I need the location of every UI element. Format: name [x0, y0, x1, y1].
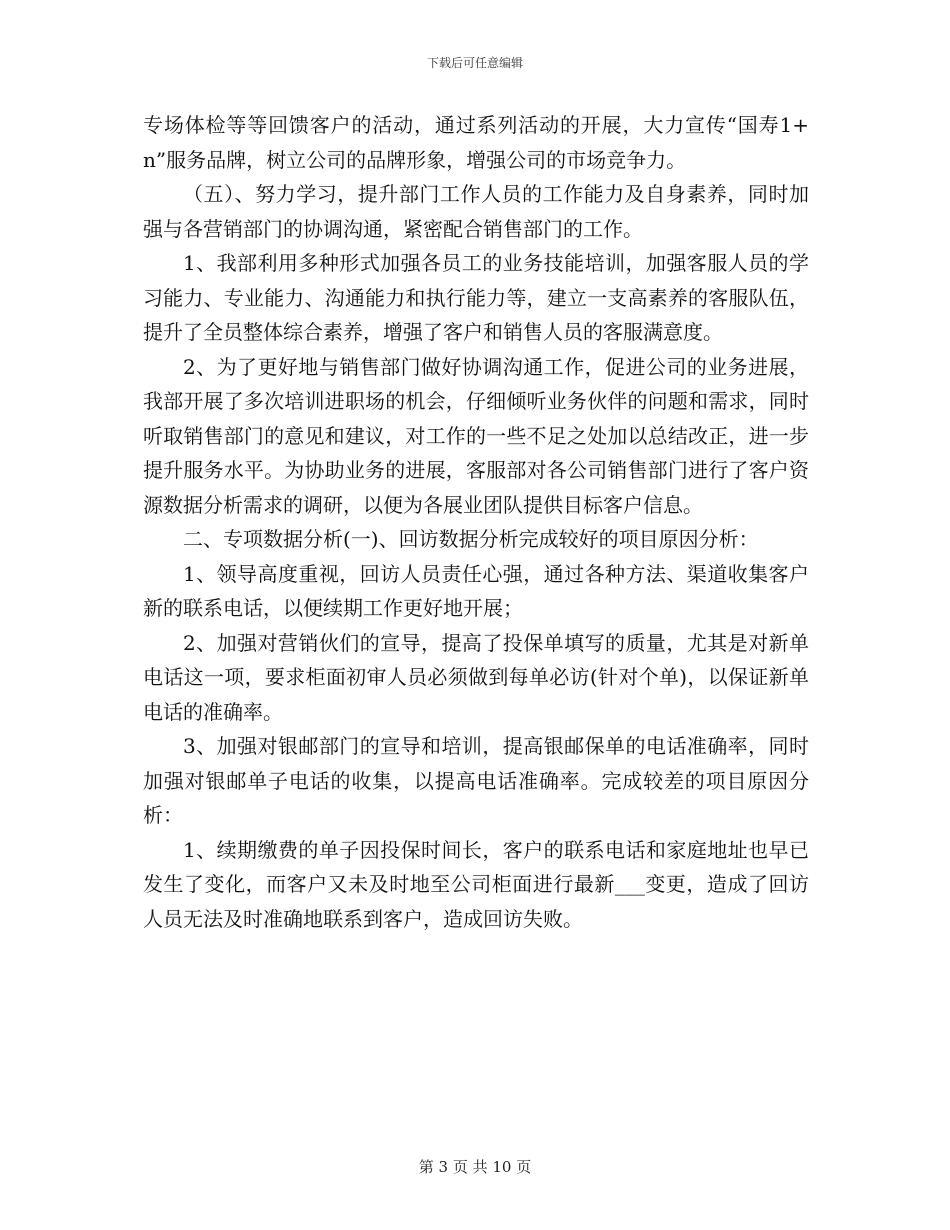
document-body [143, 108, 809, 936]
paragraph: 1、领导高度重视，回访人员责任心强，通过各种方法、渠道收集客户新的联系电话，以便续期工作更好地开展； [143, 561, 809, 620]
paragraph: 1、续期缴费的单子因投保时间长，客户的联系电话和家庭地址也早已发生了变化，而客户又未及时地至公司柜面进行最新___变更，造成了回访人员无法及时准确地联系到客户，造成回访失败。 [143, 837, 809, 931]
section-heading: 二、专项数据分析(一)、回访数据分析完成较好的项目原因分析： [183, 527, 759, 551]
paragraph: 2、加强对营销伙们的宣导，提高了投保单填写的质量，尤其是对新单电话这一项，要求柜面初审人员必须做到每单必访(针对个单)，以保证新单电话的准确率。 [143, 630, 809, 724]
page-number: 第 3 页 共 10 页 [418, 1158, 532, 1176]
paragraph: 专场体检等等回馈客户的活动，通过系列活动的开展，大力宣传“国寿1+n”服务品牌，树立公司的品牌形象，增强公司的市场竞争力。 [143, 113, 809, 172]
paragraph: 3、加强对银邮部门的宣导和培训，提高银邮保单的电话准确率，同时加强对银邮单子电话的收集，以提高电话准确率。完成较差的项目原因分析： [143, 734, 809, 827]
paragraph: 1、我部利用多种形式加强各员工的业务技能培训，加强客服人员的学习能力、专业能力、沟通能力和执行能力等，建立一支高素养的客服队伍，提升了全员整体综合素养，增强了客户和销售人员的客服满意度。 [143, 251, 809, 344]
paragraph: （五）、努力学习，提升部门工作人员的工作能力及自身素养，同时加强与各营销部门的协调沟通，紧密配合销售部门的工作。 [143, 182, 809, 241]
paragraph: 2、为了更好地与销售部门做好协调沟通工作，促进公司的业务进展，我部开展了多次培训进职场的机会，仔细倾听业务伙伴的问题和需求，同时听取销售部门的意见和建议，对工作的一些不足之处加以总结改正，进一步提升服务水平。为协助业务的进展，客服部对各公司销售部门进行了客户资源数据分析需求的调研，以便为各展业团队提供目标客户信息。 [143, 354, 809, 517]
page-header-note: 下载后可任意编辑 [426, 56, 523, 70]
